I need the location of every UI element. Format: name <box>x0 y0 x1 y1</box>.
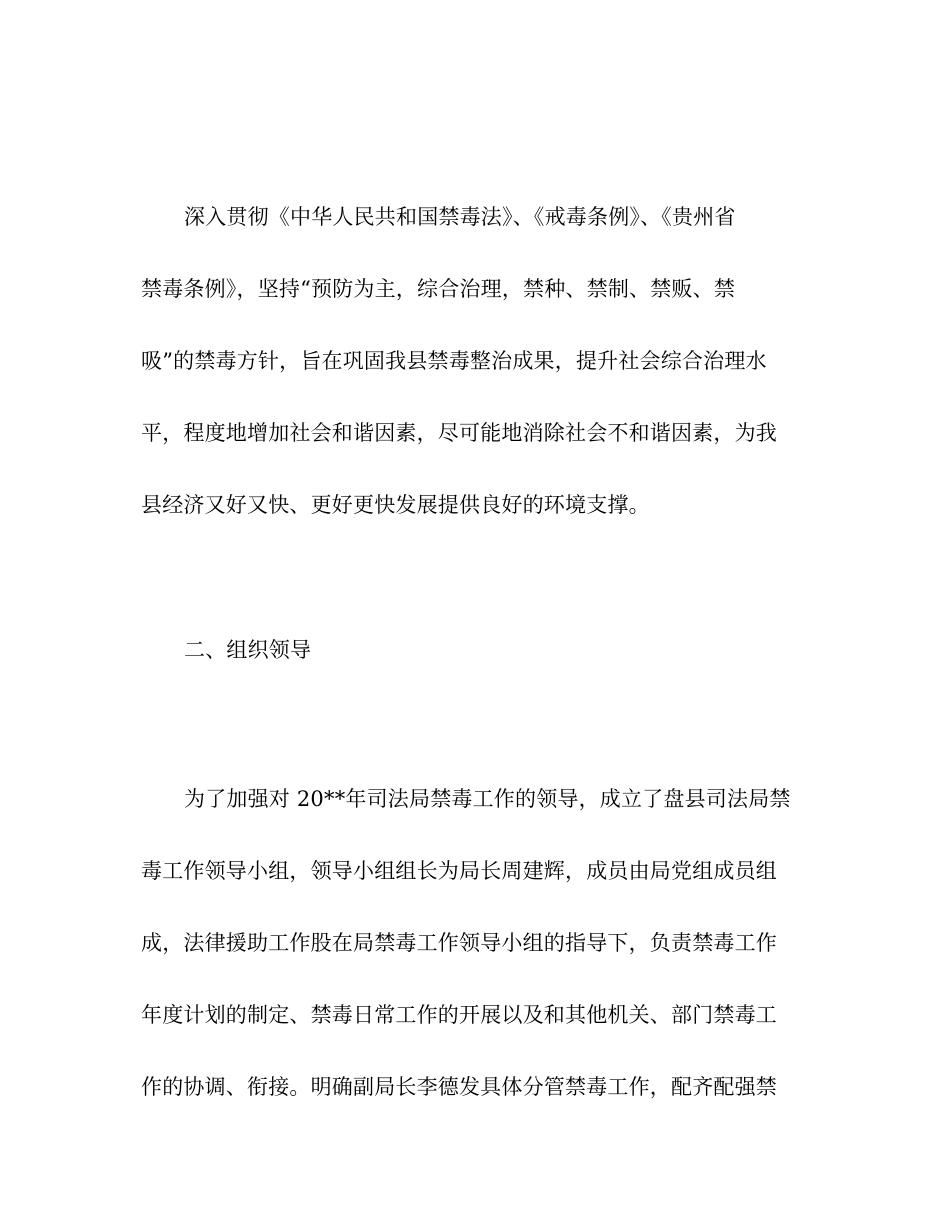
paragraph-2-line-2: 毒工作领导小组，领导小组组长为局长周建辉，成员由局党组成员组 <box>141 859 777 883</box>
paragraph-2-line-4: 年度计划的制定、禁毒日常工作的开展以及和其他机关、部门禁毒工 <box>141 1003 777 1027</box>
paragraph-2-line-1: 为了加强对 20**年司法局禁毒工作的领导，成立了盘县司法局禁 <box>184 787 791 811</box>
section-heading: 二、组织领导 <box>184 638 312 662</box>
paragraph-1-line-4: 平，程度地增加社会和谐因素，尽可能地消除社会不和谐因素，为我 <box>141 421 777 445</box>
paragraph-1-line-3: 吸”的禁毒方针，旨在巩固我县禁毒整治成果，提升社会综合治理水 <box>141 349 767 373</box>
paragraph-1-line-1: 深入贯彻《中华人民共和国禁毒法》、《戒毒条例》、《贵州省 <box>184 205 736 229</box>
paragraph-1-line-5: 县经济又好又快、更好更快发展提供良好的环境支撑。 <box>141 493 650 517</box>
paragraph-2-line-3: 成，法律援助工作股在局禁毒工作领导小组的指导下，负责禁毒工作 <box>141 931 777 955</box>
paragraph-2-line-5: 作的协调、衔接。明确副局长李德发具体分管禁毒工作，配齐配强禁 <box>141 1075 777 1099</box>
paragraph-1-line-2: 禁毒条例》，坚持“预防为主，综合治理，禁种、禁制、禁贩、禁 <box>141 277 736 301</box>
